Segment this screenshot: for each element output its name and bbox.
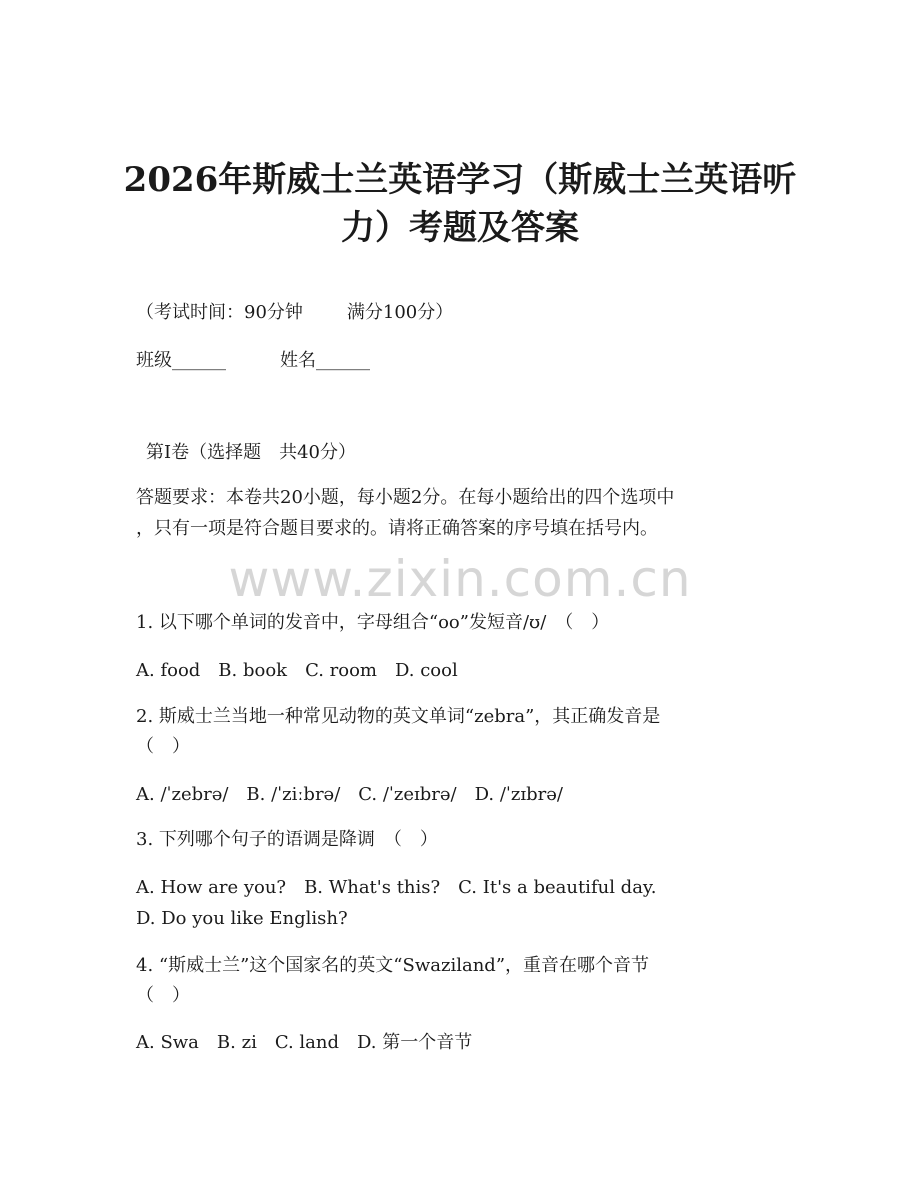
class-field: 班级______	[136, 350, 226, 371]
question-1-options: A. food B. book C. room D. cool	[136, 660, 458, 681]
question-2-stem-line-1: 2. 斯威士兰当地一种常见动物的英文单词“zebra”，其正确发音是	[136, 706, 661, 727]
question-4-stem-line-1: 4. “斯威士兰”这个国家名的英文“Swaziland”，重音在哪个音节	[136, 955, 650, 976]
question-4-options: A. Swa B. zi C. land D. 第一个音节	[136, 1032, 473, 1053]
watermark: www.zixin.com.cn	[228, 550, 692, 608]
exam-info	[136, 301, 453, 325]
question-2-stem-line-2: （ ）	[136, 736, 190, 757]
question-3-options-line-1: A. How are you? B. What's this? C. It's a beautiful day.	[136, 877, 657, 898]
page-title-line-1: 2026年斯威士兰英语学习（斯威士兰英语听	[123, 160, 797, 200]
question-1-stem: 1. 以下哪个单词的发音中，字母组合“oo”发短音/ʊ/ （ ）	[136, 612, 610, 633]
section-heading: 第Ⅰ卷（选择题 共40分）	[146, 442, 357, 463]
question-2-options: A. /ˈzebrə/ B. /ˈziːbrə/ C. /ˈzeɪbrə/ D. /ˈzɪbrə/	[136, 784, 563, 805]
question-3-stem: 3. 下列哪个句子的语调是降调 （ ）	[136, 829, 438, 850]
exam-time: （考试时间：90分钟	[136, 302, 303, 323]
page-title-line-2: 力）考题及答案	[341, 208, 579, 248]
question-3-options-line-2: D. Do you like English?	[136, 908, 348, 929]
question-4-stem-line-2: （ ）	[136, 985, 190, 1006]
instructions-line-1: 答题要求：本卷共20小题，每小题2分。在每小题给出的四个选项中	[136, 487, 675, 508]
student-fields	[136, 349, 370, 373]
name-field: 姓名______	[280, 350, 370, 371]
exam-score: 满分100分）	[346, 302, 454, 323]
instructions-line-2: ，只有一项是符合题目要求的。请将正确答案的序号填在括号内。	[136, 518, 658, 539]
